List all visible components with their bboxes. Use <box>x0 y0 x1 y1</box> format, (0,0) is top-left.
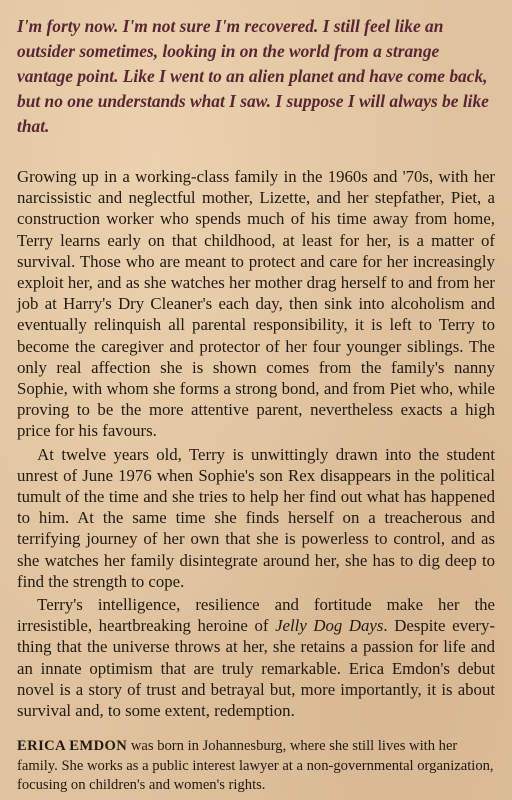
pull-quote: I'm forty now. I'm not sure I'm recovered. I still feel like an outsider sometimes, looking in on the world from a strange vantage point. Like I went to an alien planet and have come back, but no one understands what I saw. I suppose I will always be like that. <box>17 16 489 136</box>
blurb-paragraph-1: Growing up in a working-class family in the 1960s and '70s, with her narcissistic and neglectful mother, Lizette, and her stepfather, Piet, a construction worker who spends much of his time away from home, Terry learns early on that childhood, at least for her, is a matter of survival. Those who are meant to protect and care for her increasingly exploit her, and as she watches her mother drag herself to and from her job at Harry's Dry Cleaner's each day, then sink into alcoholism and eventually relinquish all parental responsibility, it is left to Terry to become the caregiver and protector of her four younger siblings. The only real affection she is shown comes from the family's nanny Sophie, with whom she forms a strong bond, and from Piet who, while proving to be the more attentive parent, nevertheless exacts a high price for his favours. <box>17 167 495 441</box>
book-blurb <box>17 166 495 721</box>
author-name: ERICA EMDON <box>17 738 128 755</box>
blurb-paragraph-3-start: Terry's intelligence, resilience and fortitude make her the irresistible, heartbreaking heroine of <box>17 595 495 636</box>
blurb-paragraph-3-end: . Despite everything that the universe throws at her, she retains a passion for life and an innate optimism that are truly remarkable. Erica Emdon's debut novel is a story of trust and betrayal but, more importantly, it is about survival and, to some extent, redemption. <box>17 616 495 721</box>
blurb-paragraph-3 <box>17 594 495 721</box>
blurb-paragraph-2: At twelve years old, Terry is unwittingly drawn into the student unrest of June 1976 when Sophie's son Rex disappears in the political tumult of the time and she tries to help her find out what has happened to him. At the same time she finds herself on a treacherous and terrifying journey of her own that she is powerless to control, and as she watches her family disintegrate around her, she has to dig deep to find the strength to cope. <box>17 444 495 591</box>
author-bio <box>17 737 495 796</box>
book-title: Jelly Dog Days <box>275 616 384 636</box>
author-bio-text: was born in Johannesburg, where she still lives with her family. She works as a public interest lawyer at a non-governmental organization, focusing on children's and women's rights. <box>17 738 494 794</box>
